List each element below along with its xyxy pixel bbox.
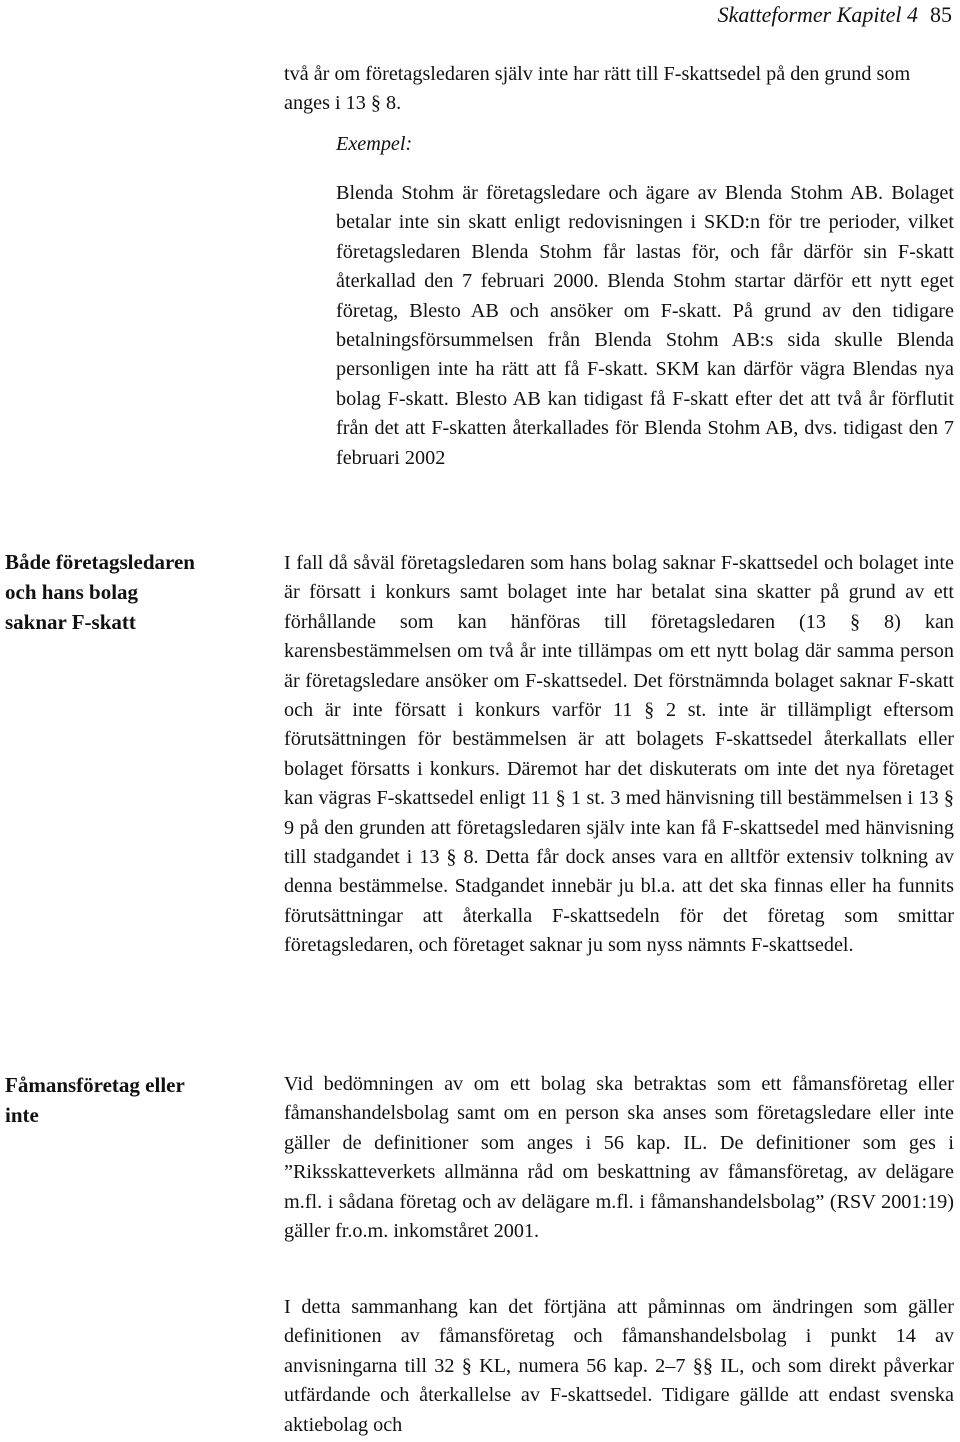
body-paragraph: Vid bedömningen av om ett bolag ska betraktas som ett fåmansföretag eller fåmanshandelsbolag samt om en person ska anses som företagsledare eller inte gäller de definitioner som anges i 56 kap. IL. De definitioner som ges i ”Riksskatteverkets allmänna råd om beskattning av fåmansföretag, av delägare m.fl. i sådana företag och av delägare m.fl. i fåmanshandelsbolag” (RSV 2001:19) gäller fr.o.m. inkomståret 2001. [284, 1073, 954, 1243]
section-title: Skatteformer Kapitel 4 [717, 2, 918, 27]
intro-paragraph: två år om företagsledaren själv inte har rätt till F-skattsedel på den grund som anges i 13 § 8. [284, 63, 911, 115]
running-header [718, 2, 952, 28]
margin-note-heading: Fåmansföretag eller inte [5, 1073, 185, 1127]
body-paragraph: I detta sammanhang kan det förtjäna att påminnas om ändringen som gäller definitionen av fåmansföretag och fåmanshandelsbolag i punkt 14 av anvisningarna till 32 § KL, numera 56 kap. 2–7 §§ IL, och som direkt påverkar utfärdande och återkallelse av F-skattsedel. Tidigare gällde att endast svenska aktiebolag och [284, 1296, 954, 1436]
example-label: Exempel: [336, 133, 413, 155]
margin-note-heading: Både företagsledaren och hans bolag saknar F-skatt [5, 550, 195, 634]
body-paragraph: I fall då såväl företagsledaren som hans bolag saknar F-skattsedel och bolaget inte är försatt i konkurs samt bolaget inte har betalat sina skatter på grund av ett förhållande som kan hänföras till företagsledaren (13 § 8) kan karensbestämmelsen om två år inte tillämpas om ett nytt bolag där samma person är företagsledare ansöker om F-skattsedel. Det förstnämnda bolaget saknar F-skatt och är inte försatt i konkurs varför 11 § 2 st. inte är tillämpligt eftersom förutsättningen för bestämmelsen är att bolagets F-skattsedel återkallats eller bolaget försatts i konkurs. Däremot har det diskuterats om inte det nya företaget kan vägras F-skattsedel enligt 11 § 1 st. 3 med hänvisning till bestämmelsen i 13 § 9 på den grunden att företagsledaren själv inte kan få F-skattsedel med hänvisning till stadgandet i 13 § 8. Detta får dock anses vara en alltför extensiv tolkning av denna bestämmelse. Stadgandet innebär ju bl.a. att det ska finnas eller ha funnits förutsättningar att återkalla F-skattsedeln för det företag som smittar företagsledaren, och företaget saknar ju som nyss nämnts F-skattsedel. [284, 552, 954, 957]
page-number: 85 [930, 2, 952, 27]
example-text: Blenda Stohm är företagsledare och ägare av Blenda Stohm AB. Bolaget betalar inte sin skatt enligt redovisningen i SKD:n för tre perioder, vilket företagsledaren Blenda Stohm får lastas för, och får därför sin F-skatt återkallad den 7 februari 2000. Blenda Stohm startar därför ett nytt eget företag, Blesto AB och ansöker om F-skatt. På grund av den tidigare betalningsförsummelsen från Blenda Stohm AB:s sida skulle Blenda personligen inte ha rätt att få F-skatt. SKM kan därför vägra Blendas nya bolag F-skatt. Blesto AB kan tidigast få F-skatt efter det att två år förflutit från det att F-skatten återkallades för Blenda Stohm AB, dvs. tidigast den 7 februari 2002 [336, 182, 954, 469]
